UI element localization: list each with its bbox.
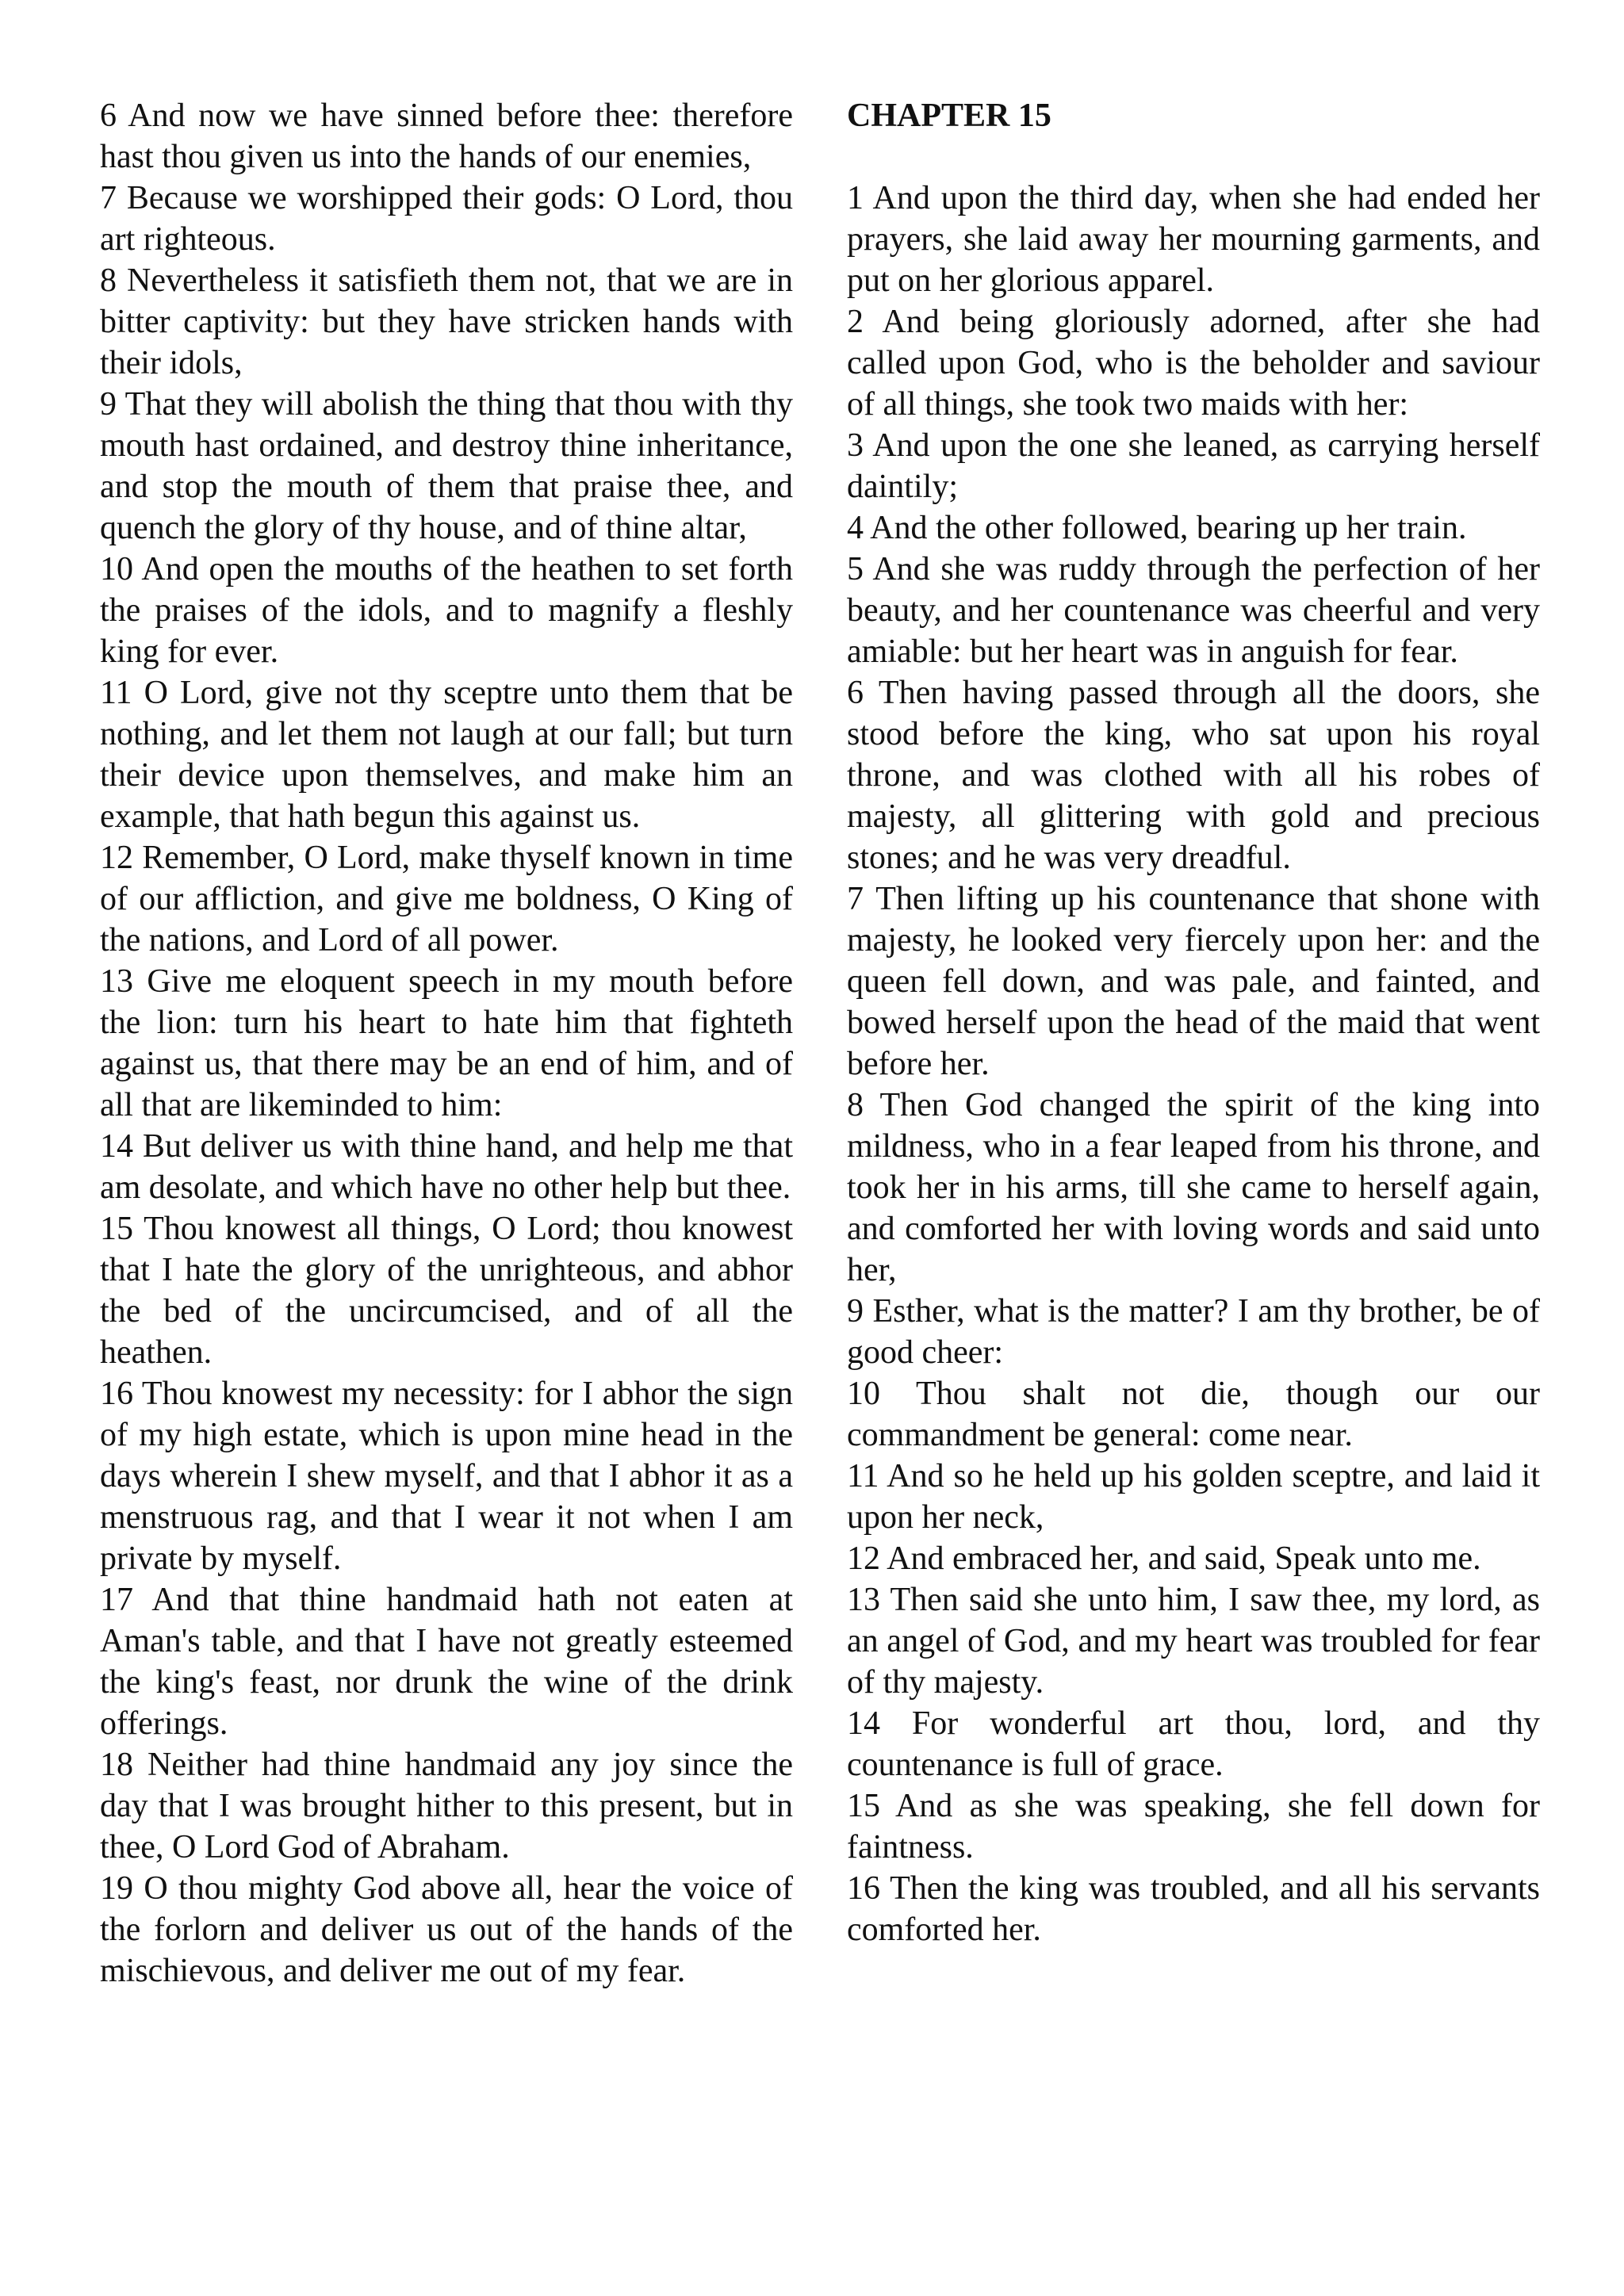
verse-8: 8 Nevertheless it satisfieth them not, that we are in bitter captivity: but they have stricken hands with their idols, — [100, 262, 793, 381]
verse-14: 14 But deliver us with thine hand, and help me that am desolate, and which have no other help but thee. — [100, 1128, 793, 1206]
chapter15-verse-12: 12 And embraced her, and said, Speak unto me. — [847, 1540, 1481, 1577]
chapter15-verse-1: 1 And upon the third day, when she had ended her prayers, she laid away her mourning garments, and put on her glorious apparel. — [847, 180, 1540, 299]
verse-7: 7 Because we worshipped their gods: O Lord, thou art righteous. — [100, 180, 793, 258]
chapter15-verse-2: 2 And being gloriously adorned, after she had called upon God, who is the beholder and saviour of all things, she took two maids with her: — [847, 304, 1540, 423]
verse-6: 6 And now we have sinned before thee: therefore hast thou given us into the hands of our enemies, — [100, 98, 793, 175]
verse-9: 9 That they will abolish the thing that thou with thy mouth hast ordained, and destroy thine inheritance, and stop the mouth of them that praise thee, and quench the glory of thy house, and of thine altar, — [100, 386, 793, 546]
chapter15-verse-6: 6 Then having passed through all the doors, she stood before the king, who sat upon his royal throne, and was clothed with all his robes of majesty, all glittering with gold and precious stones; and he was very dreadful. — [847, 675, 1540, 876]
chapter15-verse-16: 16 Then the king was troubled, and all his servants comforted her. — [847, 1870, 1540, 1948]
verse-12: 12 Remember, O Lord, make thyself known in time of our affliction, and give me boldness, O King of the nations, and Lord of all power. — [100, 840, 793, 959]
chapter15-verse-14: 14 For wonderful art thou, lord, and thy countenance is full of grace. — [847, 1705, 1540, 1783]
chapter15-verse-7: 7 Then lifting up his countenance that shone with majesty, he looked very fiercely upon her: and the queen fell down, and was pale, and fainted, and bowed herself upon the head of the maid that went before her. — [847, 881, 1540, 1082]
chapter15-verse-10: 10 Thou shalt not die, though our our commandment be general: come near. — [847, 1376, 1540, 1453]
verse-16: 16 Thou knowest my necessity: for I abhor the sign of my high estate, which is upon mine head in the days wherein I shew myself, and that I abhor it as a menstruous rag, and that I wear it not when I am private by myself. — [100, 1376, 793, 1577]
chapter15-verse-15: 15 And as she was speaking, she fell down for faintness. — [847, 1788, 1540, 1866]
chapter15-verse-8: 8 Then God changed the spirit of the king into mildness, who in a fear leaped from his throne, and took her in his arms, till she came to herself again, and comforted her with loving words and said unto her, — [847, 1087, 1540, 1288]
verse-10: 10 And open the mouths of the heathen to set forth the praises of the idols, and to magnify a fleshly king for ever. — [100, 551, 793, 670]
verse-17: 17 And that thine handmaid hath not eaten at Aman's table, and that I have not greatly esteemed the king's feast, nor drunk the wine of the drink offerings. — [100, 1582, 793, 1742]
verse-18: 18 Neither had thine handmaid any joy since the day that I was brought hither to this present, but in thee, O Lord God of Abraham. — [100, 1747, 793, 1866]
chapter15-verse-4: 4 And the other followed, bearing up her train. — [847, 510, 1467, 546]
chapter-heading: CHAPTER 15 — [847, 98, 1051, 134]
verse-19: 19 O thou mighty God above all, hear the voice of the forlorn and deliver us out of the hands of the mischievous, and deliver me out of my fear. — [100, 1870, 793, 1989]
verse-11: 11 O Lord, give not thy sceptre unto them that be nothing, and let them not laugh at our fall; but turn their device upon themselves, and make him an example, that hath begun this against us. — [100, 675, 793, 835]
right-column — [847, 95, 1540, 1950]
verse-13: 13 Give me eloquent speech in my mouth before the lion: turn his heart to hate him that fighteth against us, that there may be an end of him, and of all that are likeminded to him: — [100, 963, 793, 1123]
chapter15-verse-11: 11 And so he held up his golden sceptre, and laid it upon her neck, — [847, 1458, 1540, 1536]
chapter15-verse-3: 3 And upon the one she leaned, as carrying herself daintily; — [847, 427, 1540, 505]
verse-15: 15 Thou knowest all things, O Lord; thou knowest that I hate the glory of the unrighteous, and abhor the bed of the uncircumcised, and of all the heathen. — [100, 1211, 793, 1371]
left-column — [100, 95, 793, 1992]
chapter15-verse-5: 5 And she was ruddy through the perfection of her beauty, and her countenance was cheerful and very amiable: but her heart was in anguish for fear. — [847, 551, 1540, 670]
chapter15-verse-13: 13 Then said she unto him, I saw thee, my lord, as an angel of God, and my heart was troubled for fear of thy majesty. — [847, 1582, 1540, 1701]
chapter15-verse-9: 9 Esther, what is the matter? I am thy brother, be of good cheer: — [847, 1293, 1540, 1371]
